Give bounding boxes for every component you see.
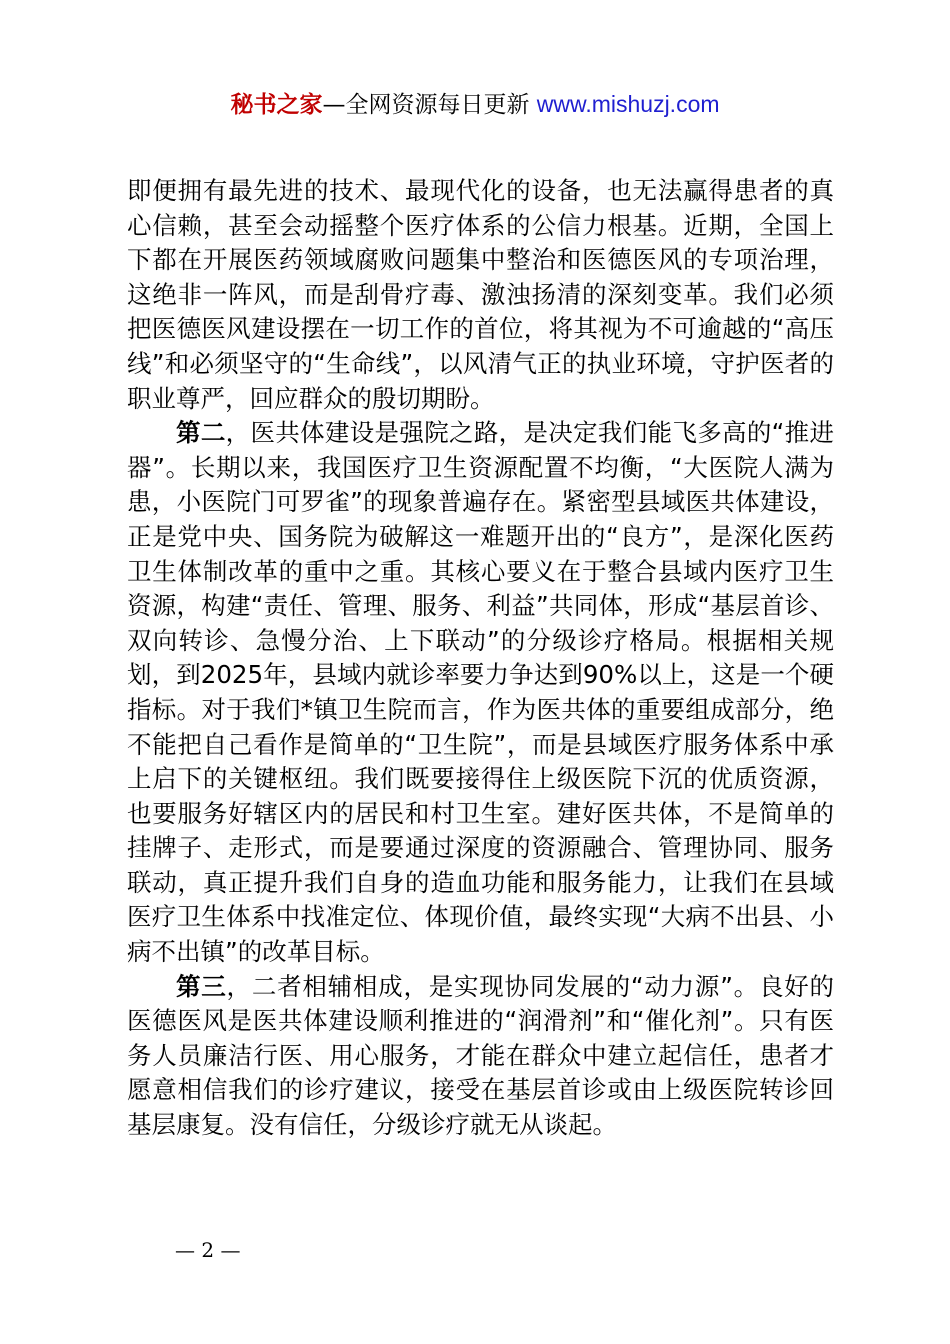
page-number: — 2 — [175, 1238, 241, 1262]
paragraph-2 [127, 416, 834, 970]
document-body [127, 174, 834, 1143]
page-header [0, 88, 950, 121]
paragraph-3-lead: 第三 [176, 971, 227, 1001]
paragraph-3-text: ，二者相辅相成，是实现协同发展的“动力源”。良好的医德医风是医共体建设顺利推进的“润滑剂”和“催化剂”。只有医务人员廉洁行医、用心服务，才能在群众中建立起信任，患者才愿意相信我们的诊疗建议，接受在基层首诊或由上级医院转诊回基层康复。没有信任，分级诊疗就无从谈起。 [127, 971, 834, 1140]
paragraph-2-text: ，医共体建设是强院之路，是决定我们能飞多高的“推进器”。长期以来，我国医疗卫生资源配置不均衡，“大医院人满为患，小医院门可罗雀”的现象普遍存在。紧密型县域医共体建设，正是党中央、国务院为破解这一难题开出的“良方”，是深化医药卫生体制改革的重中之重。其核心要义在于整合县域内医疗卫生资源，构建“责任、管理、服务、利益”共同体，形成“基层首诊、双向转诊、急慢分治、上下联动”的分级诊疗格局。根据相关规划，到2025年，县域内就诊率要力争达到90%以上，这是一个硬指标。对于我们*镇卫生院而言，作为医共体的重要组成部分，绝不能把自己看作是简单的“卫生院”，而是县域医疗服务体系中承上启下的关键枢纽。我们既要接得住上级医院下沉的优质资源，也要服务好辖区内的居民和村卫生室。建好医共体，不是简单的挂牌子、走形式，而是要通过深度的资源融合、管理协同、服务联动，真正提升我们自身的造血功能和服务能力，让我们在县域医疗卫生体系中找准定位、体现价值，最终实现“大病不出县、小病不出镇”的改革目标。 [127, 418, 834, 967]
paragraph-1 [127, 174, 834, 416]
paragraph-1-text: 即便拥有最先进的技术、最现代化的设备，也无法赢得患者的真心信赖，甚至会动摇整个医疗体系的公信力根基。近期，全国上下都在开展医药领域腐败问题集中整治和医德医风的专项治理，这绝非一阵风，而是刮骨疗毒、激浊扬清的深刻变革。我们必须把医德医风建设摆在一切工作的首位，将其视为不可逾越的“高压线”和必须坚守的“生命线”，以风清气正的执业环境，守护医者的职业尊严，回应群众的殷切期盼。 [127, 176, 834, 413]
paragraph-2-lead: 第二 [176, 418, 226, 448]
header-tagline: —全网资源每日更新 [322, 92, 530, 118]
brand-name: 秘书之家 [230, 92, 323, 118]
paragraph-3 [127, 970, 834, 1143]
header-url-link[interactable]: www.mishuzj.com [536, 91, 720, 117]
